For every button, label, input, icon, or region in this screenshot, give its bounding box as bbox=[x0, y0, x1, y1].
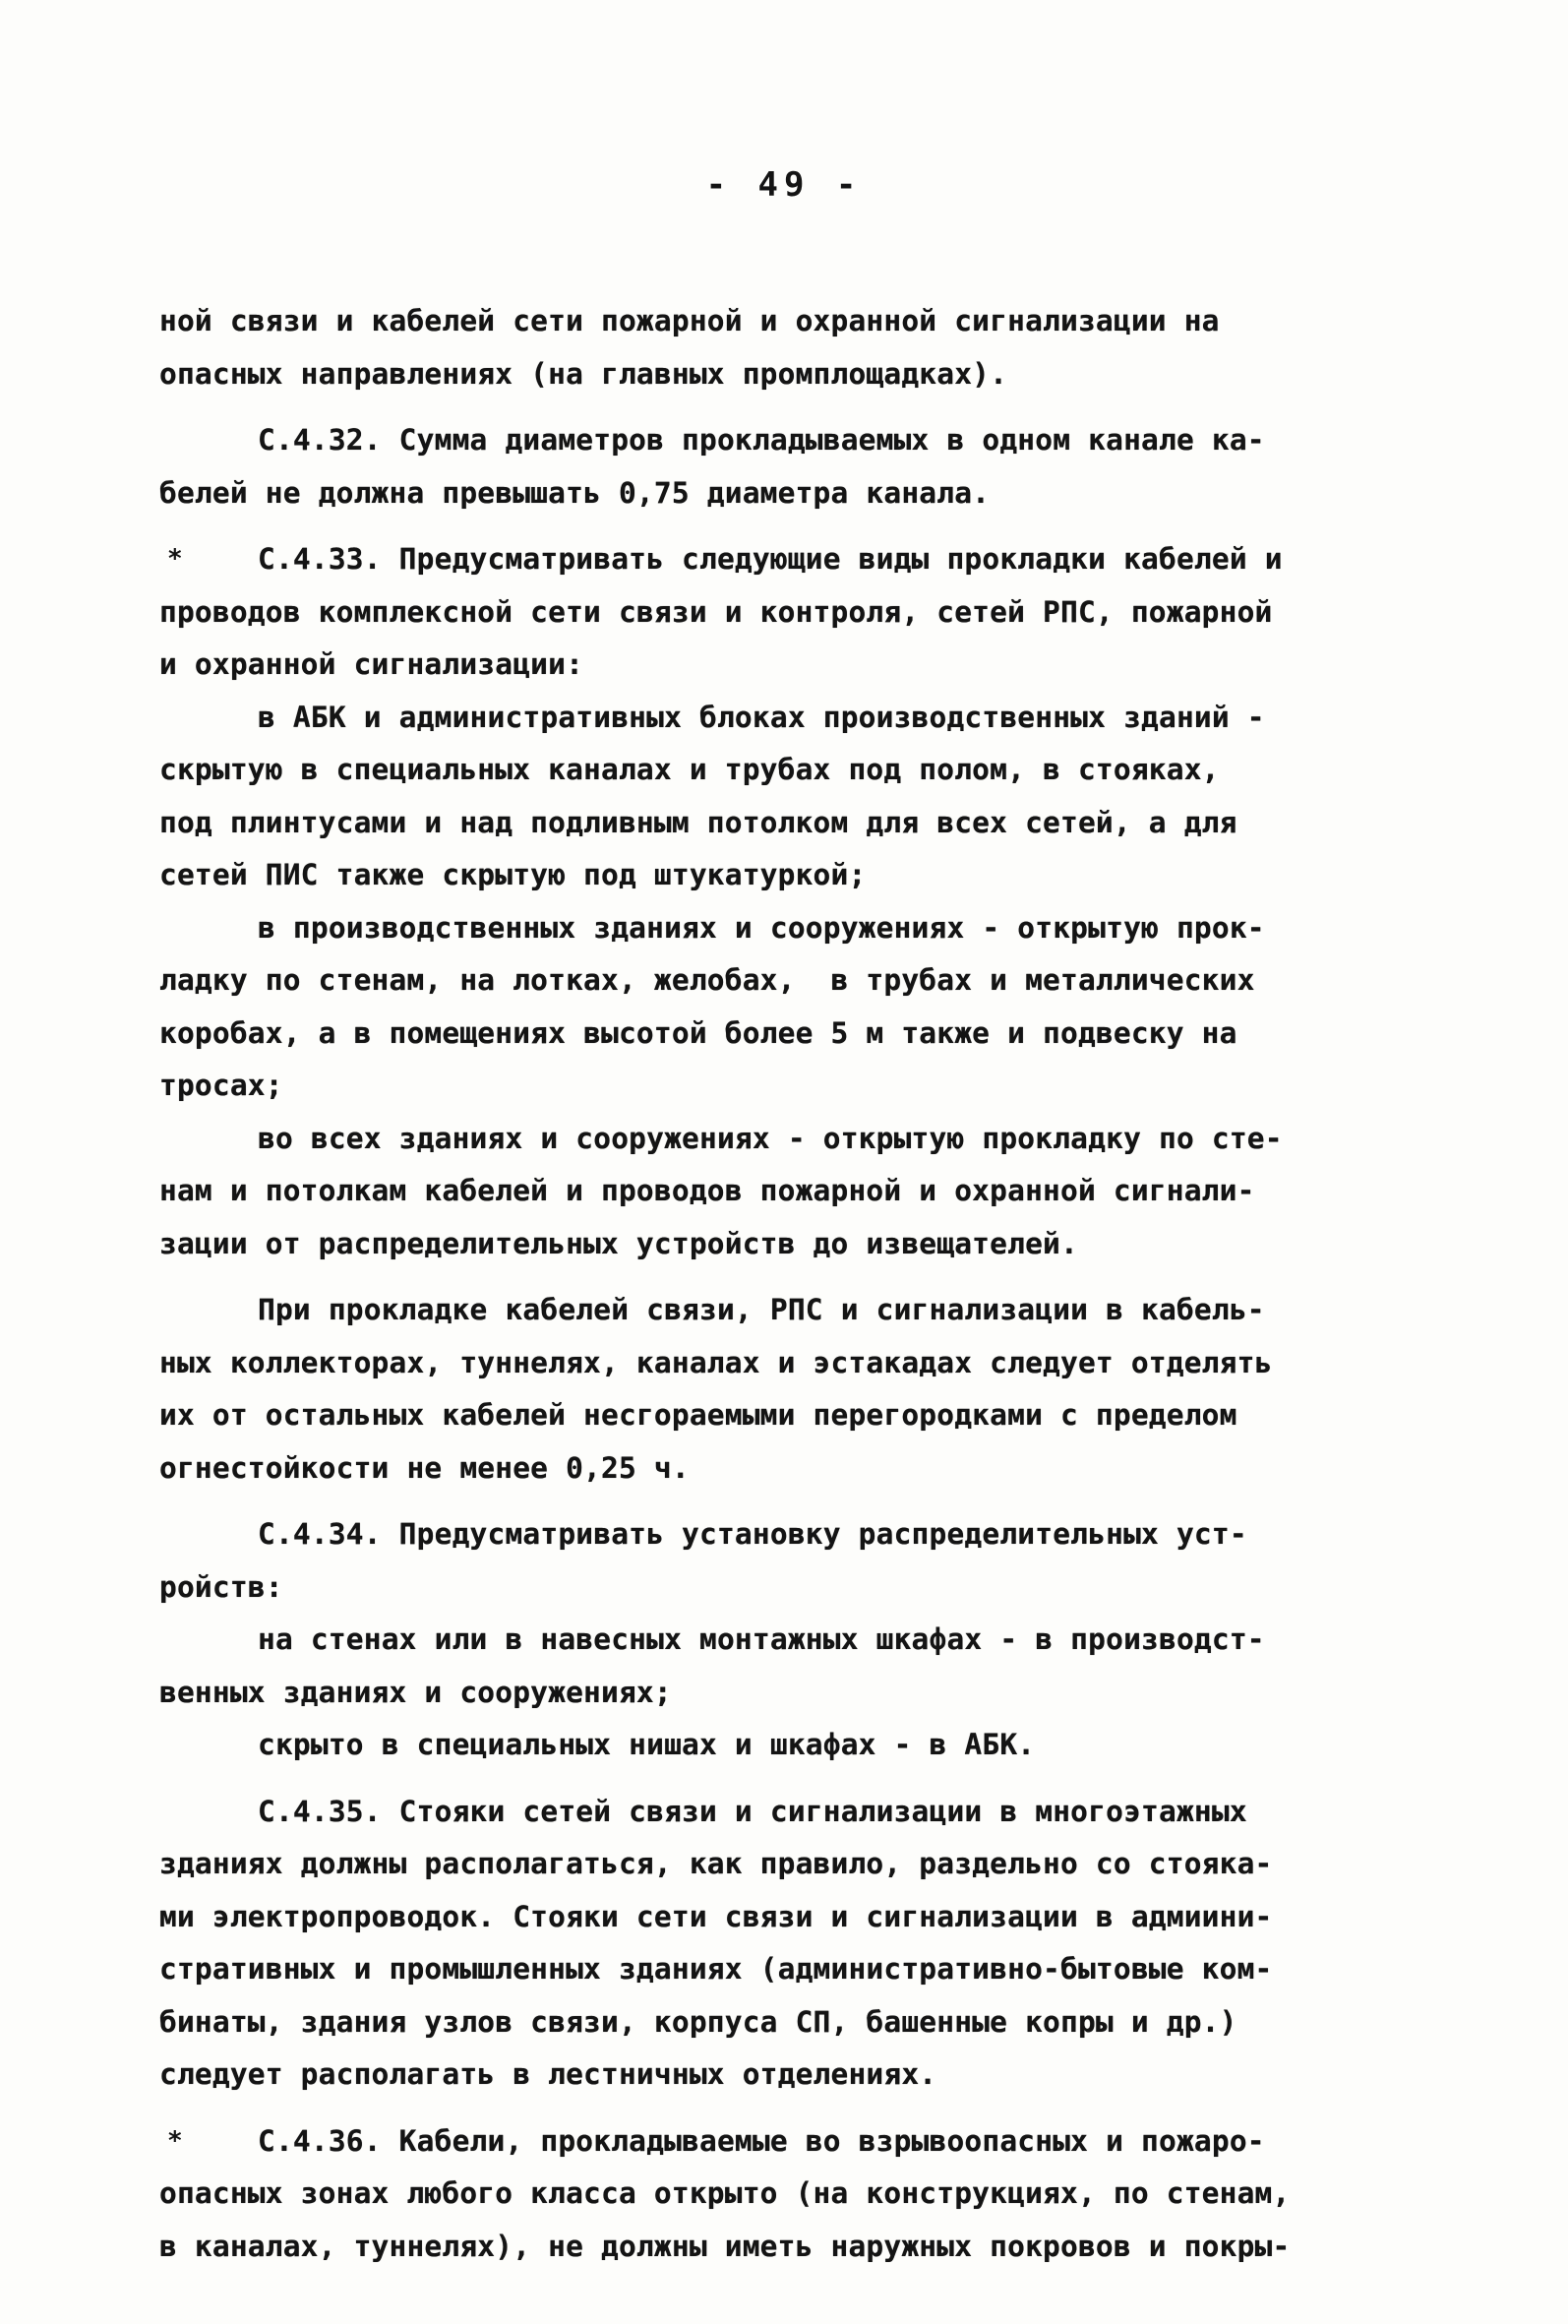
text-line: во всех зданиях и сооружениях - открытую прокладку по сте- bbox=[258, 1121, 1283, 1155]
text-line: сетей ПИС также скрытую под штукатуркой; bbox=[159, 858, 867, 891]
clause-4-36-line: С.4.36. Кабели, прокладываемые во взрывоопасных и пожаро- bbox=[258, 2123, 1265, 2158]
text-line: их от остальных кабелей несгораемыми перегородками с пределом bbox=[159, 1398, 1237, 1432]
clause-4-34-line: С.4.34. Предусматривать установку распределительных уст- bbox=[258, 1517, 1247, 1551]
text-line: опасных зонах любого класса открыто (на конструкциях, по стенам, bbox=[159, 2176, 1291, 2210]
margin-asterisk-mark: * bbox=[167, 2125, 183, 2156]
clause-4-33-line: С.4.33. Предусматривать следующие виды прокладки кабелей и bbox=[258, 542, 1283, 576]
text-line: ной связи и кабелей сети пожарной и охранной сигнализации на bbox=[159, 304, 1220, 337]
clause-4-33 bbox=[159, 533, 1428, 586]
text-line: венных зданиях и сооружениях; bbox=[159, 1675, 672, 1709]
text-line: скрытую в специальных каналах и трубах под полом, в стояках, bbox=[159, 753, 1220, 786]
text-line: тросах; bbox=[159, 1069, 283, 1102]
text-line: стративных и промышленных зданиях (административно-бытовые ком- bbox=[159, 1952, 1273, 1986]
document-body bbox=[159, 295, 1428, 2273]
text-line: опасных направлениях (на главных промплощадках). bbox=[159, 356, 1008, 391]
text-line: ройств: bbox=[159, 1569, 283, 1604]
text-line: ладку по стенам, на лотках, желобах, в трубах и металлических bbox=[159, 963, 1255, 997]
text-line: При прокладке кабелей связи, РПС и сигнализации в кабель- bbox=[258, 1293, 1265, 1326]
page-number: - 49 - bbox=[705, 165, 863, 205]
text-line: коробах, а в помещениях высотой более 5 м также и подвеску на bbox=[159, 1015, 1237, 1050]
text-line: нам и потолкам кабелей и проводов пожарной и охранной сигнали- bbox=[159, 1174, 1255, 1207]
text-line: зданиях должны располагаться, как правило, раздельно со стояка- bbox=[159, 1847, 1273, 1880]
clause-4-32-line: С.4.32. Сумма диаметров прокладываемых в одном канале ка- bbox=[258, 423, 1265, 457]
text-line: ми электропроводок. Стояки сети связи и сигнализации в адмиини- bbox=[159, 1899, 1273, 1933]
text-line: огнестойкости не менее 0,25 ч. bbox=[159, 1450, 690, 1485]
text-line: скрыто в специальных нишах и шкафах - в АБК. bbox=[258, 1728, 1036, 1761]
margin-asterisk-mark: * bbox=[167, 544, 183, 574]
text-line: зации от распределительных устройств до извещателей. bbox=[159, 1226, 1078, 1260]
text-line: бинаты, здания узлов связи, корпуса СП, башенные копры и др.) bbox=[159, 2004, 1237, 2039]
text-line: белей не должна превышать 0,75 диаметра канала. bbox=[159, 475, 991, 510]
text-line: в производственных зданиях и сооружениях - открытую прок- bbox=[258, 910, 1265, 945]
text-line: в каналах, туннелях), не должны иметь наружных покровов и покры- bbox=[159, 2229, 1291, 2263]
text-line: и охранной сигнализации: bbox=[159, 647, 584, 681]
clause-4-36 bbox=[159, 2115, 1428, 2169]
text-line: в АБК и административных блоках производственных зданий - bbox=[258, 700, 1265, 734]
text-line: на стенах или в навесных монтажных шкафах - в производст- bbox=[258, 1622, 1265, 1656]
text-line: следует располагать в лестничных отделениях. bbox=[159, 2057, 937, 2091]
text-line: проводов комплексной сети связи и контроля, сетей РПС, пожарной bbox=[159, 594, 1273, 629]
text-line: ных коллекторах, туннелях, каналах и эстакадах следует отделять bbox=[159, 1345, 1273, 1379]
clause-4-35-line: С.4.35. Стояки сетей связи и сигнализации в многоэтажных bbox=[258, 1794, 1247, 1828]
text-line: под плинтусами и над подливным потолком для всех сетей, а для bbox=[159, 805, 1237, 839]
